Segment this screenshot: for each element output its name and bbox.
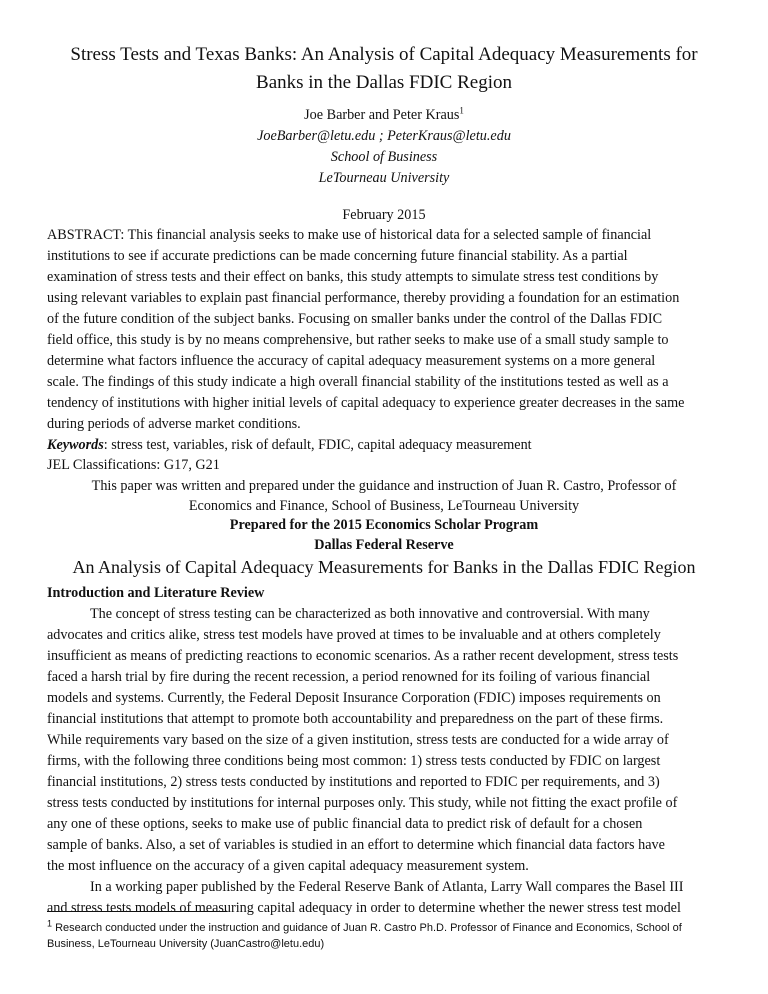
author-names-text: Joe Barber and Peter Kraus — [304, 107, 460, 123]
author-emails: JoeBarber@letu.edu ; PeterKraus@letu.edu — [257, 128, 511, 144]
author-school: School of Business — [330, 149, 438, 165]
author-university: LeTourneau University — [318, 170, 450, 186]
footnote-mark: 1 — [47, 918, 53, 929]
body-line: The concept of stress testing can be characterized as both innovative and controversial. With many — [90, 606, 650, 622]
paper-title-line-2: Banks in the Dallas FDIC Region — [256, 72, 512, 93]
acknowledgement-line-2: Economics and Finance, School of Business, LeTourneau University — [188, 498, 580, 514]
abstract-line: tendency of institutions with higher initial levels of capital adequacy to experience greater decreases in the same — [47, 395, 685, 411]
program-line-1: Prepared for the 2015 Economics Scholar Program — [229, 517, 539, 533]
body-line: any one of these options, seeks to make use of public financial data to predict risk of default for a chosen — [47, 816, 643, 832]
body-line: insufficient as means of predicting reactions to economic scenarios. As a rather recent development, stress tests — [47, 648, 679, 664]
abstract-line: examination of stress tests and their effect on banks, this study attempts to simulate stress test conditions by — [47, 269, 659, 285]
keywords-text: : stress test, variables, risk of default, FDIC, capital adequacy measurement — [103, 437, 532, 453]
author-names — [0, 106, 768, 125]
keywords-label: Keywords — [47, 437, 104, 453]
paper-subtitle: An Analysis of Capital Adequacy Measurements for Banks in the Dallas FDIC Region — [72, 557, 696, 577]
author-footnote-mark: 1 — [459, 105, 464, 116]
jel-classifications: JEL Classifications: G17, G21 — [47, 457, 220, 473]
keywords — [47, 436, 532, 455]
abstract-line: during periods of adverse market conditions. — [47, 416, 301, 432]
footnote-divider — [47, 911, 227, 912]
footnote-line-2: Business, LeTourneau University (JuanCastro@letu.edu) — [47, 938, 325, 950]
body-line: faced a harsh trial by fire during the recent recession, a period renowned for its foiling of various financial — [47, 669, 651, 685]
body-line: firms, with the following three conditions being most common: 1) stress tests conducted by FDIC on largest — [47, 753, 661, 769]
body-line: financial institutions that attempt to promote both accountability and preparedness on the part of these firms. — [47, 711, 664, 727]
abstract-line: scale. The findings of this study indicate a high overall financial stability of the institutions tested as well as a — [47, 374, 669, 390]
paper-date: February 2015 — [342, 207, 426, 223]
acknowledgement-line-1: This paper was written and prepared under the guidance and instruction of Juan R. Castro, Professor of — [91, 478, 677, 494]
paper-title-line-1: Stress Tests and Texas Banks: An Analysis of Capital Adequacy Measurements for — [70, 44, 698, 65]
body-line: In a working paper published by the Federal Reserve Bank of Atlanta, Larry Wall compares the Basel III — [90, 879, 684, 895]
body-line: the most influence on the accuracy of a given capital adequacy measurement system. — [47, 858, 529, 874]
abstract-line: using relevant variables to explain past financial performance, thereby providing a foundation for an estimation — [47, 290, 680, 306]
section-heading: Introduction and Literature Review — [47, 585, 265, 601]
abstract-line: institutions to see if accurate predictions can be made concerning future financial stability. As a partial — [47, 248, 628, 264]
abstract-line: field office, this study is by no means comprehensive, but rather seeks to make use of a small study sample to — [47, 332, 669, 348]
body-line: stress tests conducted by institutions for internal purposes only. This study, while not fitting the exact profile of — [47, 795, 678, 811]
body-line: advocates and critics alike, stress test models have proved at times to be invaluable and at others completely — [47, 627, 661, 643]
abstract-line: determine what factors influence the accuracy of capital adequacy measurement systems on a more general — [47, 353, 656, 369]
abstract-line: ABSTRACT: This financial analysis seeks to make use of historical data for a selected sample of financial — [47, 227, 652, 243]
body-line: and stress tests models of measuring capital adequacy in order to determine whether the newer stress test model — [47, 900, 681, 916]
program-line-2: Dallas Federal Reserve — [314, 537, 454, 553]
body-line: financial institutions, 2) stress tests conducted by institutions and reported to FDIC per requirements, and 3) — [47, 774, 660, 790]
abstract-line: of the future condition of the subject banks. Focusing on smaller banks under the control of the Dallas FDIC — [47, 311, 663, 327]
body-line: models and systems. Currently, the Federal Deposit Insurance Corporation (FDIC) imposes requirements on — [47, 690, 661, 706]
body-line: sample of banks. Also, a set of variables is studied in an effort to determine which financial data factors have — [47, 837, 665, 853]
footnote-text: Research conducted under the instruction and guidance of Juan R. Castro Ph.D. Professor of Finance and Economics, School of — [52, 922, 682, 934]
footnote-line-1 — [47, 920, 682, 936]
body-line: While requirements vary based on the size of a given institution, stress tests are conducted for a wide array of — [47, 732, 669, 748]
